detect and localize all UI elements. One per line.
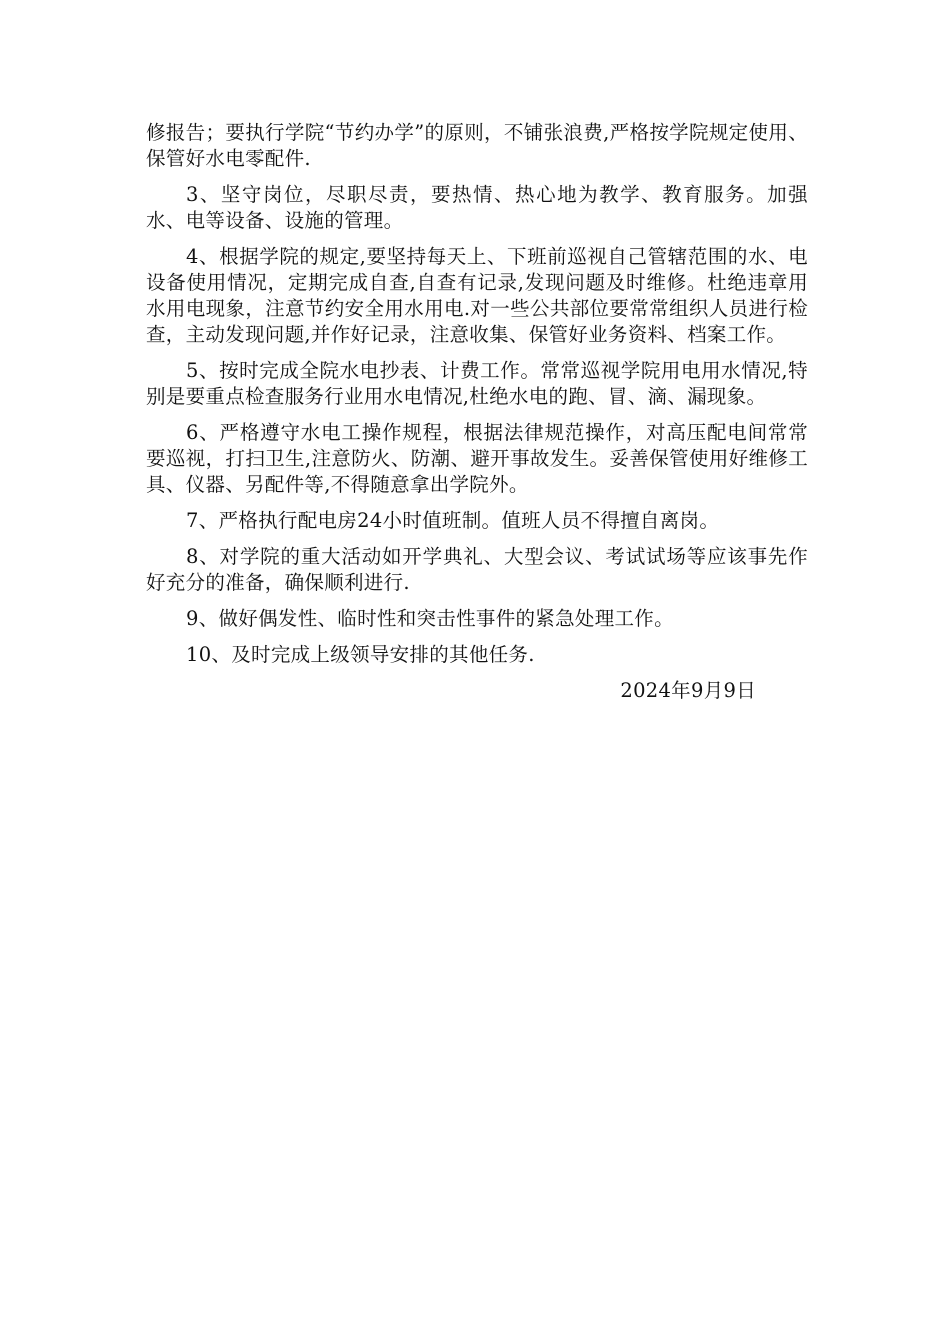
- continuation-paragraph: 修报告；要执行学院“节约办学”的原则，不铺张浪费,严格按学院规定使用、保管好水电零配件.: [146, 121, 808, 170]
- duty-item-7: 7、严格执行配电房24小时值班制。值班人员不得擅自离岗。: [186, 509, 720, 532]
- duty-item-3: 3、坚守岗位，尽职尽责，要热情、热心地为教学、教育服务。加强水、电等设备、设施的管理。: [146, 183, 808, 232]
- duty-item-6: 6、严格遵守水电工操作规程，根据法律规范操作，对高压配电间常常要巡视，打扫卫生,注意防火、防潮、避开事故发生。妥善保管使用好维修工具、仪器、另配件等,不得随意拿出学院外。: [146, 421, 808, 496]
- duty-item-8: 8、对学院的重大活动如开学典礼、大型会议、考试试场等应该事先作好充分的准备，确保顺利进行.: [146, 545, 808, 594]
- duty-item-9: 9、做好偶发性、临时性和突击性事件的紧急处理工作。: [186, 607, 674, 630]
- document-body: [146, 120, 808, 704]
- duty-item-4: 4、根据学院的规定,要坚持每天上、下班前巡视自己管辖范围的水、电设备使用情况，定期完成自查,自查有记录,发现问题及时维修。杜绝违章用水用电现象，注意节约安全用水用电.对一些公共部位要常常组织人员进行检查，主动发现问题,并作好记录，注意收集、保管好业务资料、档案工作。: [146, 245, 808, 346]
- document-date: 2024年9月9日: [620, 679, 756, 702]
- duty-item-5: 5、按时完成全院水电抄表、计费工作。常常巡视学院用电用水情况,特别是要重点检查服务行业用水电情况,杜绝水电的跑、冒、滴、漏现象。: [146, 359, 808, 408]
- duty-item-10: 10、及时完成上级领导安排的其他任务.: [186, 643, 535, 666]
